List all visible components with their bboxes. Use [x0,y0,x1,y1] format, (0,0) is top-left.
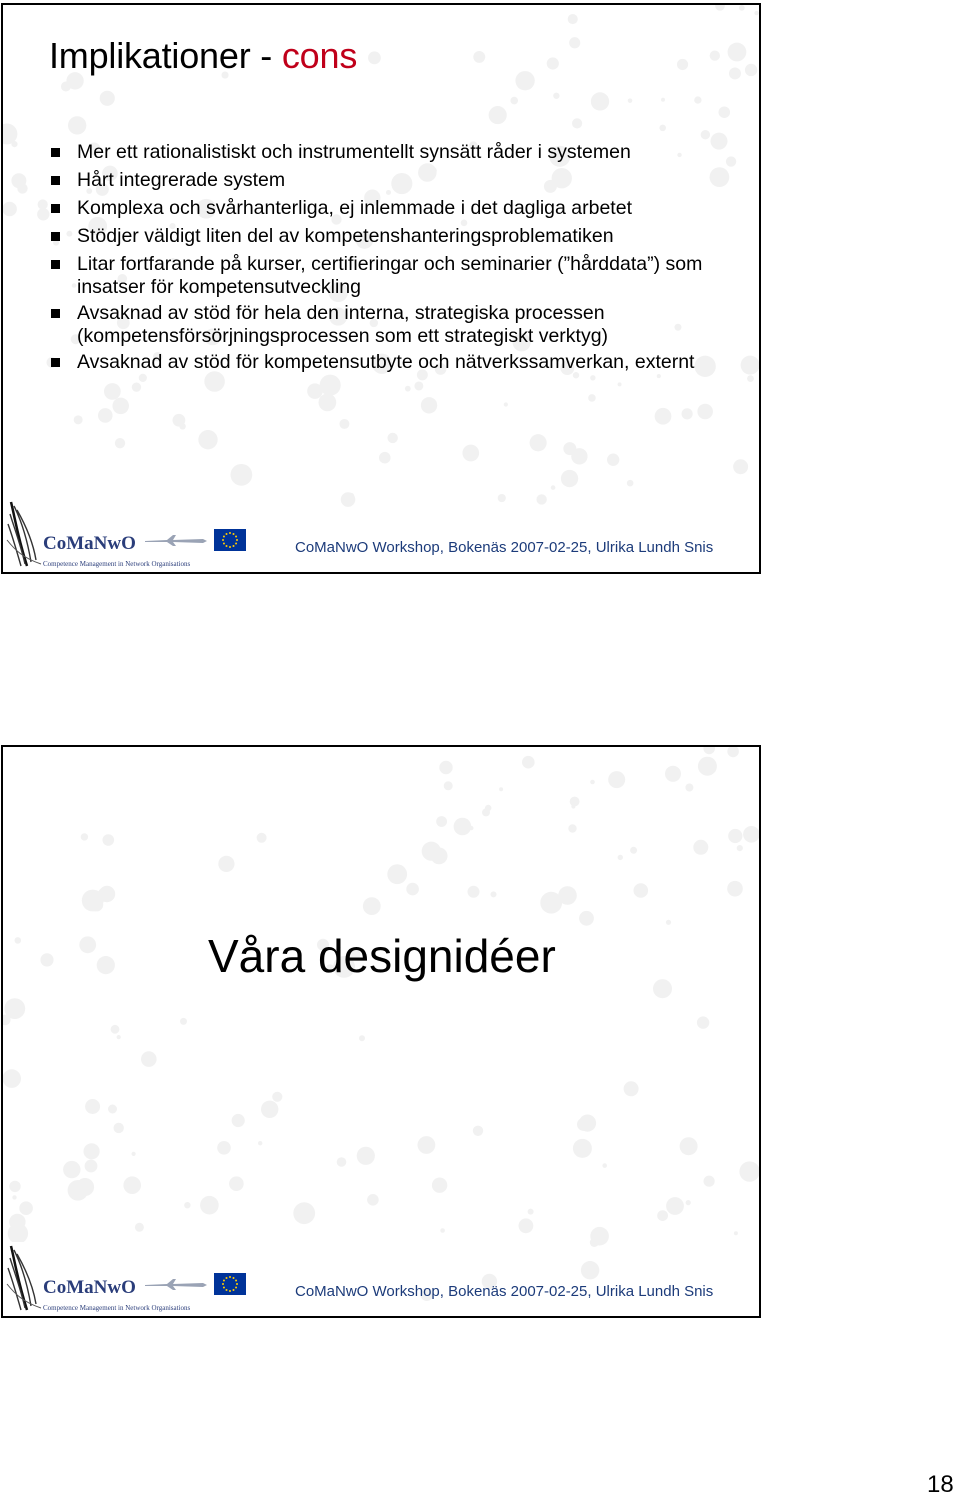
logo-name: CoMaNwO [43,1277,136,1298]
slide-vara-designideer [1,745,761,1318]
airplane-icon [143,1276,209,1292]
section-title: Våra designidéer [208,930,556,982]
bullet-item [47,141,737,164]
slide-footer [3,1242,759,1316]
eu-flag-icon [214,529,246,551]
slide-title [49,35,357,77]
bullet-text: Komplexa och svårhanterliga, ej inlemmade i det dagliga arbetet [77,197,632,219]
bullet-item [47,351,737,374]
feather-icon [5,1244,45,1314]
logo-tagline: Competence Management in Network Organisations [43,560,191,568]
square-bullet-icon [51,309,60,318]
bullet-text: Avsaknad av stöd för hela den interna, strategiska processen (kompetensförsörjningsprocessen som ett strategiskt verktyg) [77,302,609,347]
bullet-item [47,169,737,192]
logo-name: CoMaNwO [43,533,136,554]
square-bullet-icon [51,148,60,157]
footer-text: CoMaNwO Workshop, Bokenäs 2007-02-25, Ulrika Lundh Snis [295,1283,714,1300]
logo-tagline: Competence Management in Network Organisations [43,1304,191,1312]
square-bullet-icon [51,260,60,269]
eu-flag-icon [214,1273,246,1295]
comanwo-logo [3,498,253,572]
comanwo-logo [3,1242,253,1316]
bullet-text: Mer ett rationalistiskt och instrumentellt synsätt råder i systemen [77,141,631,163]
bullet-text: Hårt integrerade system [77,169,286,191]
bullet-text: Stödjer väldigt liten del av kompetenshanteringsproblematiken [77,225,614,247]
bullet-item [47,197,737,220]
square-bullet-icon [51,176,60,185]
square-bullet-icon [51,358,60,367]
bullet-item [47,302,737,348]
feather-icon [5,500,45,570]
bullet-text: Avsaknad av stöd för kompetensutbyte och nätverkssamverkan, externt [77,351,695,373]
slide-title-main: Implikationer - [49,35,282,76]
footer-text: CoMaNwO Workshop, Bokenäs 2007-02-25, Ulrika Lundh Snis [295,539,714,556]
square-bullet-icon [51,232,60,241]
page-number: 18 [927,1471,954,1498]
bullet-text: Litar fortfarande på kurser, certifieringar och seminarier (”hårddata”) som insatser för kompetensutveckling [77,253,703,298]
square-bullet-icon [51,204,60,213]
bullet-item [47,225,737,248]
bullet-list [47,141,737,374]
slide-implikationer-cons [1,3,761,574]
airplane-icon [143,532,209,548]
slide-footer [3,498,759,572]
background-dot-pattern [3,747,759,1316]
slide-title-accent: cons [281,35,358,76]
bullet-item [47,253,737,299]
